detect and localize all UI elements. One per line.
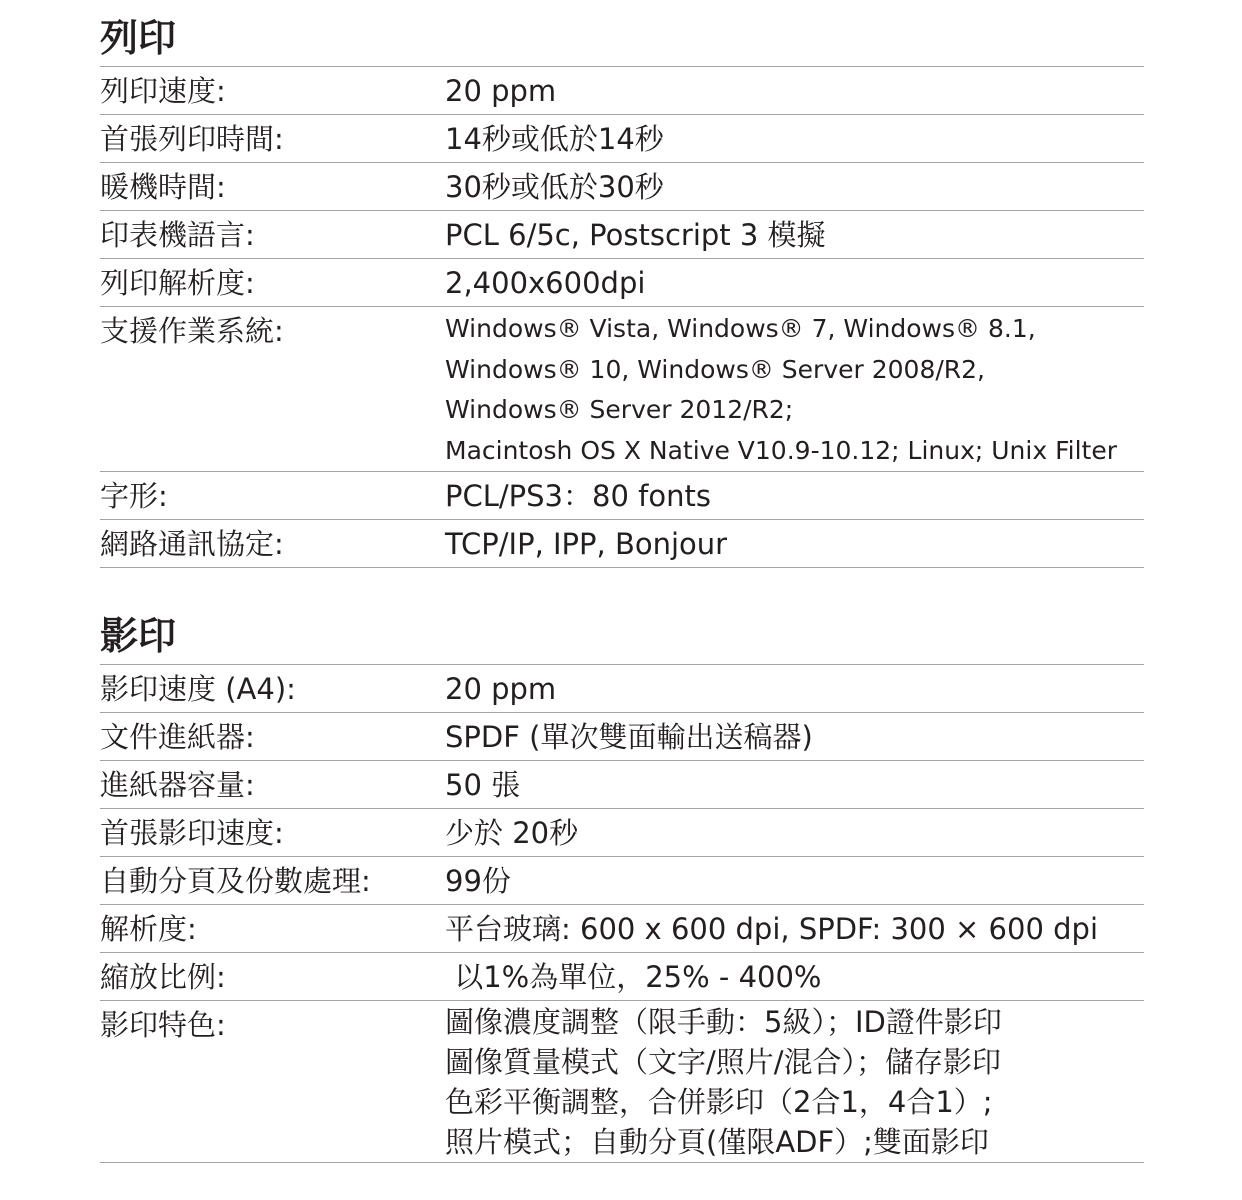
spec-row-copy-speed [100,665,1144,713]
spec-row-document-feeder [100,713,1144,761]
spec-label: 列印速度: [100,74,226,108]
copy-section-title: 影印 [100,614,177,658]
spec-row-printer-language [100,211,1144,259]
print-spec-table [100,66,1144,568]
spec-row-print-resolution [100,259,1144,307]
spec-label: 文件進紙器: [100,720,255,754]
spec-label: 解析度: [100,912,197,946]
spec-row-network-protocols [100,520,1144,568]
spec-value: 2,400x600dpi [445,266,646,300]
spec-value: 50 張 [445,768,521,802]
spec-row-zoom-range [100,953,1144,1001]
copy-section [100,614,1144,1163]
spec-row-first-print-time [100,115,1144,163]
spec-row-print-speed [100,67,1144,115]
spec-label: 自動分頁及份數處理: [100,864,371,898]
spec-value: PCL 6/5c, Postscript 3 模擬 [445,218,826,252]
spec-value: 30秒或低於30秒 [445,170,664,204]
spec-value: 平台玻璃: 600 x 600 dpi, SPDF: 300 × 600 dpi [445,912,1098,946]
spec-value: 圖像濃度調整（限手動：5級）；ID證件影印 圖像質量模式（文字/照片/混合）；儲存影印 色彩平衡調整，合併影印（2合1，4合1）; 照片模式；自動分頁(僅限ADF）;雙面影印 [445,1005,1002,1159]
spec-label: 影印速度 (A4): [100,672,296,706]
print-section-title: 列印 [100,16,177,60]
spec-label: 影印特色: [100,1008,226,1042]
spec-row-collation [100,857,1144,905]
spec-label: 首張影印速度: [100,816,284,850]
spec-label: 字形: [100,479,168,513]
spec-label: 印表機語言: [100,218,255,252]
spec-label: 進紙器容量: [100,768,255,802]
spec-label: 支援作業系統: [100,314,284,348]
copy-spec-table [100,664,1144,1163]
spec-label: 列印解析度: [100,266,255,300]
spec-row-feeder-capacity [100,761,1144,809]
spec-row-supported-os [100,307,1144,472]
spec-row-copy-features [100,1001,1144,1163]
spec-value: TCP/IP, IPP, Bonjour [445,527,728,561]
spec-row-copy-resolution [100,905,1144,953]
spec-label: 縮放比例: [100,960,226,994]
spec-label: 網路通訊協定: [100,527,284,561]
spec-row-first-copy-time [100,809,1144,857]
spec-row-fonts [100,472,1144,520]
spec-value: 99份 [445,864,511,898]
print-section [100,16,1144,568]
spec-value: 以1%為單位，25% - 400% [445,960,822,994]
spec-label: 暖機時間: [100,170,226,204]
spec-row-warmup-time [100,163,1144,211]
spec-value: 少於 20秒 [445,816,579,850]
spec-value: 14秒或低於14秒 [445,122,664,156]
spec-value: 20 ppm [445,672,557,706]
spec-value: 20 ppm [445,74,557,108]
spec-label: 首張列印時間: [100,122,284,156]
spec-value: SPDF (單次雙面輸出送稿器) [445,720,813,754]
spec-value: Windows® Vista, Windows® 7, Windows® 8.1, Windows® 10, Windows® Server 2008/R2, Windows® Server 2012/R2; Macintosh OS X Native V10.9-10.12; Linux; Unix Filter [445,314,1117,465]
spec-value: PCL/PS3：80 fonts [445,479,711,513]
